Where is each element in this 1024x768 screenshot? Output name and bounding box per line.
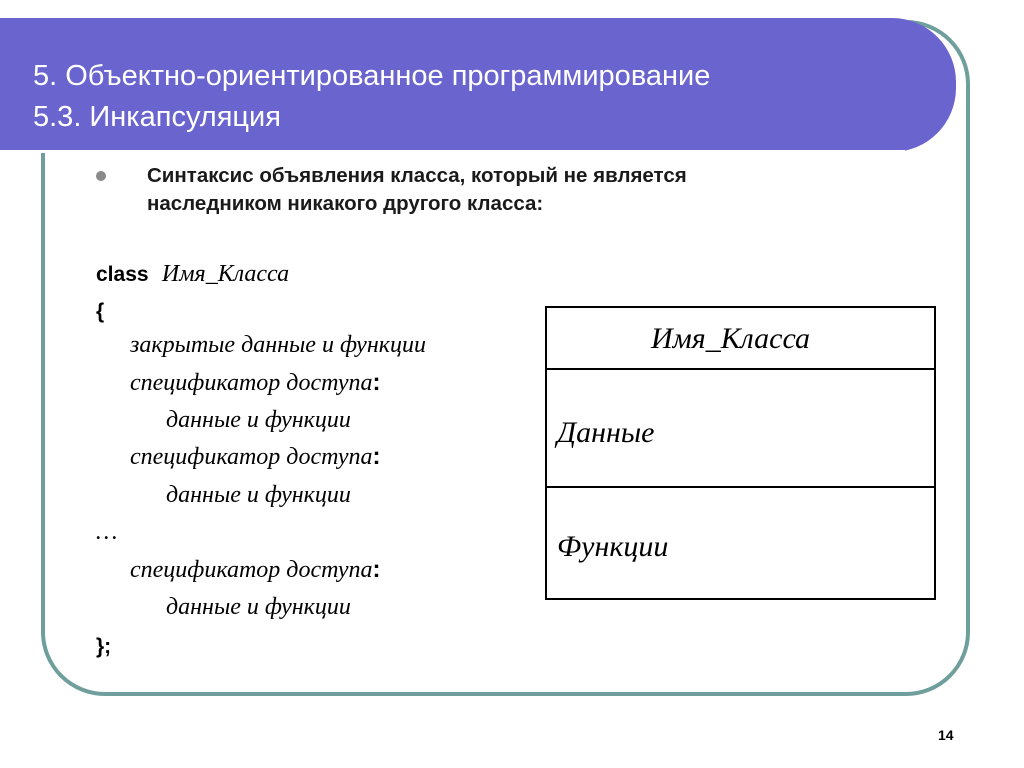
code-members-3: данные и функции xyxy=(166,594,351,620)
page-number: 14 xyxy=(938,727,954,743)
access-spec-colon: : xyxy=(372,369,381,396)
slide-subtitle: 5.3. Инкапсуляция xyxy=(33,101,281,133)
uml-functions-section xyxy=(547,488,934,598)
code-private-members: закрытые данные и функции xyxy=(130,332,426,358)
code-members-2: данные и функции xyxy=(166,482,351,508)
code-open-brace: { xyxy=(96,300,105,323)
bullet-line-1: Синтаксис объявления класса, который не является xyxy=(147,164,687,187)
title-bar xyxy=(0,18,956,152)
access-spec-colon: : xyxy=(372,443,381,470)
title-underline xyxy=(0,150,905,153)
uml-data-label: Данные xyxy=(557,416,655,449)
slide-title: 5. Объектно-ориентированное программирование xyxy=(33,60,711,92)
class-name: Имя_Класса xyxy=(161,261,290,287)
access-spec-text: спецификатор доступа xyxy=(130,557,373,583)
code-members-1: данные и функции xyxy=(166,407,351,433)
access-spec-text: спецификатор доступа xyxy=(130,444,373,470)
code-access-spec-3 xyxy=(130,555,380,585)
code-access-spec-1 xyxy=(130,368,380,398)
bullet-line-2: наследником никакого другого класса: xyxy=(147,192,544,215)
uml-class-diagram xyxy=(545,306,936,600)
uml-functions-label: Функции xyxy=(557,530,669,563)
access-spec-text: спецификатор доступа xyxy=(130,370,373,396)
uml-class-name: Имя_Класса xyxy=(651,322,810,355)
code-access-spec-2 xyxy=(130,442,380,472)
code-close-brace: }; xyxy=(96,635,112,658)
bullet-text xyxy=(147,162,867,218)
bullet-dot-icon xyxy=(96,171,106,181)
code-ellipsis: … xyxy=(96,519,118,545)
uml-data-section xyxy=(547,370,934,488)
access-spec-colon: : xyxy=(372,556,381,583)
uml-name-section xyxy=(547,308,934,370)
code-class-declaration xyxy=(96,259,289,290)
class-keyword: class xyxy=(96,263,149,286)
